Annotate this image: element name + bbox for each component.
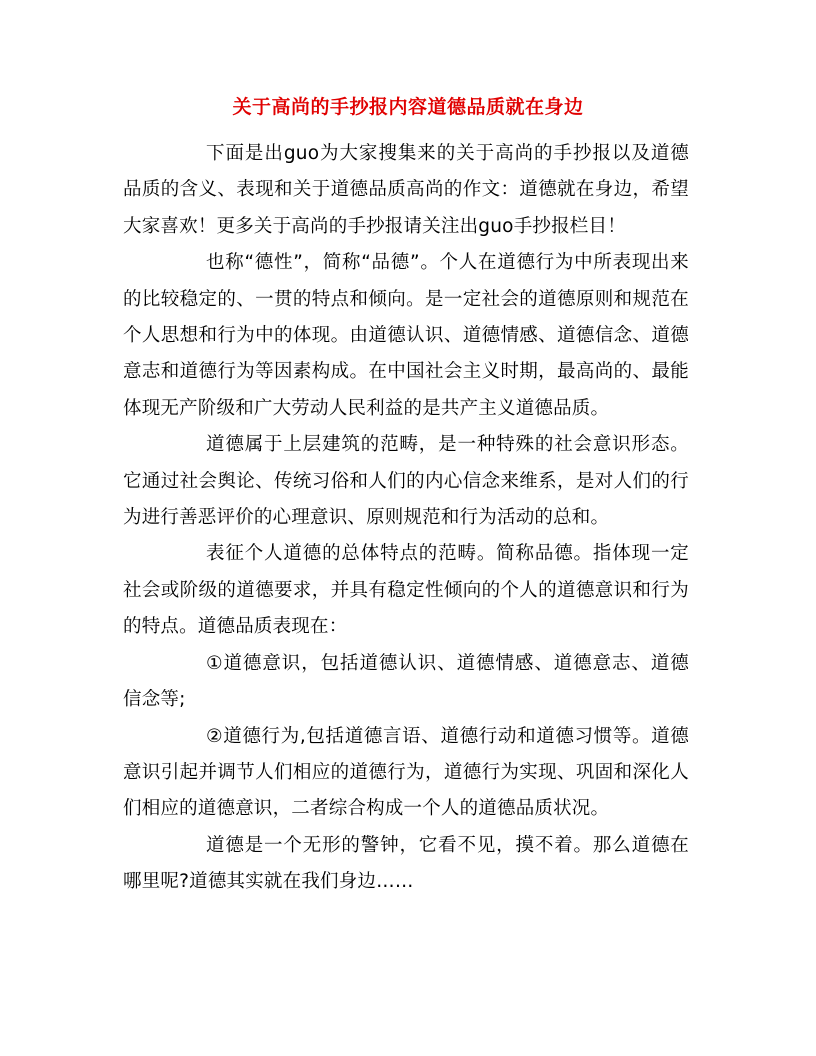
paragraph-characteristics: 表征个人道德的总体特点的范畴。简称品德。指体现一定社会或阶级的道德要求，并具有稳定性倾向的个人的道德意识和行为的特点。道德品质表现在： bbox=[123, 543, 689, 638]
document-body bbox=[123, 136, 689, 901]
document-title: 关于高尚的手抄报内容道德品质就在身边 bbox=[232, 96, 584, 118]
paragraph-intro: 下面是出guo为大家搜集来的关于高尚的手抄报以及道德品质的含义、表现和关于道德品质高尚的作文：道德就在身边，希望大家喜欢！更多关于高尚的手抄报请关注出guo手抄报栏目！ bbox=[123, 143, 689, 237]
paragraph-superstructure: 道德属于上层建筑的范畴，是一种特殊的社会意识形态。它通过社会舆论、传统习俗和人们的内心信念来维系，是对人们的行为进行善恶评价的心理意识、原则规范和行为活动的总和。 bbox=[123, 434, 689, 529]
paragraph-moral-behavior: ②道德行为,包括道德言语、道德行动和道德习惯等。道德意识引起并调节人们相应的道德行为，道德行为实现、巩固和深化人们相应的道德意识，二者综合构成一个人的道德品质状况。 bbox=[123, 725, 689, 820]
paragraph-moral-consciousness: ①道德意识，包括道德认识、道德情感、道德意志、道德信念等; bbox=[123, 652, 689, 711]
paragraph-conclusion: 道德是一个无形的警钟，它看不见，摸不着。那么道德在哪里呢?道德其实就在我们身边…… bbox=[123, 834, 689, 893]
paragraph-definition: 也称“德性”，简称“品德”。个人在道德行为中所表现出来的比较稳定的、一贯的特点和倾向。是一定社会的道德原则和规范在个人思想和行为中的体现。由道德认识、道德情感、道德信念、道德意志和道德行为等因素构成。在中国社会主义时期，最高尚的、最能体现无产阶级和广大劳动人民利益的是共产主义道德品质。 bbox=[123, 252, 689, 419]
